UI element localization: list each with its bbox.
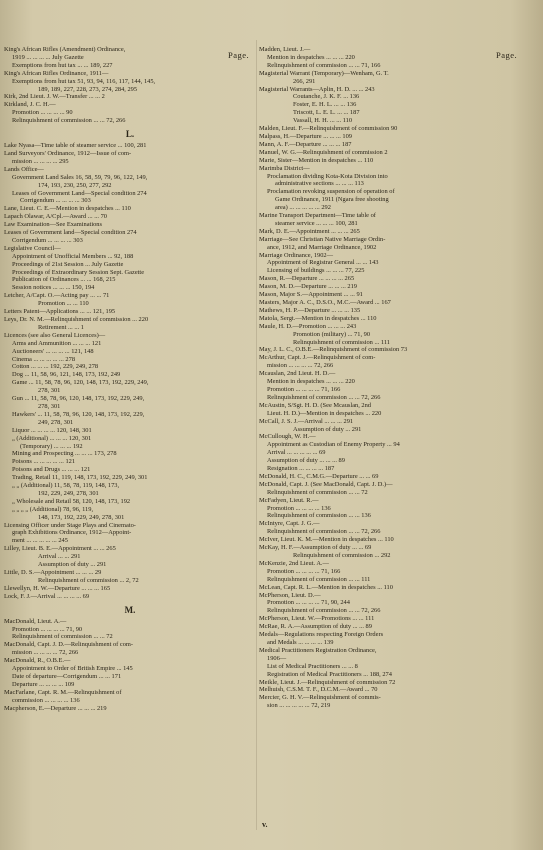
index-entry: Macpherson, E.—Departure ... ... ... 219 [4,704,107,712]
index-entry: Resignation ... ... ... ... 187 [267,465,335,473]
index-entry: Arms and Ammunition ... ... ... 121 [12,339,102,347]
index-entry: Mann, A. F.—Departure ... ... ... 187 [259,140,352,148]
index-entry: ance, 1912, and Marriage Ordinance, 1902 [267,243,377,251]
index-entry: Departure ... ... ... ... 109 [12,680,75,688]
index-entry: Manuel, W. G.—Relinquishment of commission 2 [259,148,388,156]
index-entry: Vassall, H. H. ... ... 110 [293,117,353,125]
index-entry: Mason, Major S.—Appointment ... ... 91 [259,291,363,299]
index-entry: Game Ordinance, 1911 (Ngara free shooting [275,196,389,204]
index-entry: Relinquishment of commission ... ... 72 [12,633,113,641]
index-entry: Promotion ... ... ... ... 71, 166 [267,567,341,575]
index-entry: Relinquishment of commission ... ... 72, 266 [267,393,381,401]
index-entry: McLean, Capt. R. L.—Mention in despatches ... 110 [259,583,393,591]
index-entry: Relinquishment of commission ... ... 111 [267,575,371,583]
index-entry: McFadyen, Lieut. R.— [259,496,319,504]
index-entry: Kirk, 2nd Lieut. J. W.—Transfer ... ... 2 [4,93,105,101]
index-entry: Proclamation revoking suspension of operation of [267,188,395,196]
index-entry: 249, 278, 301 [38,418,74,426]
index-entry: Relinquishment of commission ... ... 72, 266 [12,117,126,125]
index-entry: Mcauslan, 2nd Lieut. H. D.— [259,370,336,378]
index-entry: Promotion ... ... ... ... 71, 90, 244 [267,599,350,607]
index-entry: Appointment of Registrar General ... ... 143 [267,259,379,267]
index-entry: Auctioneers' ... ... ... ... 121, 148 [12,347,94,355]
page-footer-mark: v. [262,820,268,829]
index-entry: Lilley, Lieut. B. E.—Appointment ... ... 265 [4,545,116,553]
index-entry: Leys, Dr. N. M.—Relinquishment of commission ... 220 [4,316,149,323]
index-entry: MacDonald, Capt. J. D.—Relinquishment of com- [4,641,134,649]
index-entry: ment ... ... ... ... ... 245 [12,537,68,545]
index-entry: Assumption of duty ... 291 [293,425,362,433]
index-entry: Relinquishment of commission ... 111 [293,338,390,346]
index-entry: Meikle, Lieut. J.—Relinquishment of commission 72 [259,678,396,686]
index-entry: 1906— [267,654,287,662]
index-entry: Land Surveyors' Ordinance, 1912—Issue of com- [4,149,132,157]
index-entry: Relinquishment of commission ... ... 72, 266 [267,528,381,536]
index-entry: McRae, R. A.—Assumption of duty ... ... 89 [259,623,372,631]
index-entry: Mark, D. E.—Appointment ... ... ... 265 [259,227,360,235]
index-entry: McArthur, Capt. J.—Relinquishment of com- [259,354,376,362]
index-entry: Mathews, H. P.—Departure ... ... ... 135 [259,306,361,314]
index-entry: Triscott, L. E. L. ... ... 187 [293,109,360,117]
index-entry: (Temporary) ... ... ... 192 [20,442,83,450]
index-entry: Marine Transport Department—Time table of [259,212,376,220]
index-entry: Assumption of duty ... ... ... 89 [267,457,345,465]
right-index-column [259,46,531,710]
index-entry: Letcher, A/Capt. O.—Acting pay ... ... 71 [4,292,110,300]
index-entry: Lieut. H. D.)—Mention in despatches ... 220 [267,409,382,417]
index-entry: Marimba District— [259,164,310,172]
index-entry: Session notices ... ... ... 150, 194 [12,284,95,292]
index-entry: Cinema ... ... ... ... ... 278 [12,355,76,363]
index-entry: mission ... ... ... ... 72, 266 [12,649,79,657]
index-entry: Promotion ... ... ... ... 90 [12,109,73,117]
index-entry: Corrigendum ... ... ... ... 303 [12,236,83,244]
index-entry: Marie, Sister—Mention in despatches ... 110 [259,156,374,164]
index-entry: Little, D. S.—Appointment ... ... ... 29 [4,569,102,576]
index-entry: Marriage Ordinance, 1902— [259,251,333,259]
index-entry: Malden, Lieut. F.—Relinquishment of commission 90 [259,125,398,133]
index-entry: Coutanche, J. K. F. ... 136 [293,93,360,101]
index-entry: Appointment of Unofficial Members ... 92, 188 [12,252,134,260]
index-entry: Medals—Regulations respecting Foreign Orders [259,631,384,639]
index-entry: Game ... 11, 58, 78, 96, 120, 148, 173, 192, 229, 249, [12,379,149,387]
index-entry: area) ... ... ... ... ... 292 [275,204,331,212]
column-divider [256,40,257,830]
index-entry: Trading, Retail 11, 119, 148, 173, 192, 229, 249, 301 [12,474,148,482]
index-entry: Liquor ... ... ... ... 120, 148, 301 [12,426,92,434]
index-entry: McIntyre, Capt. J. G.— [259,520,320,528]
index-entry: List of Medical Practitioners ... ... 8 [267,662,358,670]
index-entry: graph Exhibitions Ordinance, 1912—Appoint- [12,529,132,537]
index-entry: Llewellyn, H. W.—Departure ... ... ... 165 [4,584,111,592]
index-entry: McCullough, W. H.— [259,433,316,441]
index-entry: Corrigendum ... ... ... ... 303 [20,197,91,205]
index-entry: Gun ... 11, 58, 78, 96, 120, 148, 173, 192, 229, 249, [12,395,145,403]
index-entry: sion ... ... ... ... ... 72, 219 [267,702,331,710]
index-entry: 148, 173, 192, 229, 249, 278, 301 [38,513,125,521]
index-entry: Law Examination—See Examinations [4,221,102,229]
index-entry: Melhuish, C.S.M. T. F., D.C.M.—Award ... 70 [259,686,378,694]
index-entry: Promotion ... ... ... ... 71, 90 [12,625,83,633]
index-entry: 278, 301 [38,387,61,395]
index-entry: Poisons and Drugs ... ... ... 121 [12,466,91,474]
index-entry: Exemptions from hut tax ... ... 189, 227 [12,61,113,69]
index-entry: „ Wholesale and Retail 58, 120, 148, 173, 192 [12,497,131,505]
index-entry: 192, 229, 249, 278, 301 [38,489,99,497]
index-entry: Mining and Prospecting ... ... ... 173, 278 [12,450,117,458]
index-entry: Proclamation dividing Kota-Kota Division into [267,172,388,180]
index-entry: McKay, H. F.—Assumption of duty ... ... 69 [259,544,372,552]
index-entry: Lock, F. J.—Arrival ... ... ... ... 69 [4,592,90,600]
index-entry: Appointment as Custodian of Enemy Property ... 94 [267,441,400,449]
index-entry: commission ... ... ... ... 136 [12,696,80,704]
index-entry: Promotion ... ... 110 [38,300,89,308]
index-entry: Medical Practitioners Registration Ordinance, [259,646,377,654]
index-entry: McAustin, S/Sgt. H. D. (See Mcauslan, 2nd [259,401,372,409]
index-entry: MacDonald, R., O.B.E.— [4,657,71,665]
index-entry: McCall, J. S. J.—Arrival ... ... ... 291 [259,417,354,425]
index-entry: Assumption of duty ... 291 [38,561,107,569]
index-entry: Relinquishment of commission ... ... 71, 166 [267,61,381,69]
index-entry: Date of departure—Corrigendum ... ... 171 [12,672,122,680]
index-entry: Proceedings of Extraordinary Session Sept. Gazette [12,268,145,276]
index-entry: Licences (see also General Licences)— [4,331,106,339]
index-entry: Relinquishment of commission ... ... 72, 266 [267,607,381,615]
index-entry: May, J. L. C., O.B.E.—Relinquishment of commission 73 [259,346,408,354]
index-entry: Relinquishment of commission ... 292 [293,552,391,559]
index-entry: McDonald, Capt. J. (See MacDonald, Capt. J. D.)— [259,480,393,488]
index-entry: McPherson, Lieut. W.—Promotions ... ... 111 [259,615,375,623]
index-entry: „ „ „ „ (Additional) 78, 96, 119, [12,505,94,513]
index-entry: Leases of Government Land—Special condition 274 [12,189,147,197]
index-entry: King's African Rifles Ordinance, 1911— [4,69,109,77]
index-entry: Mason, M. D.—Departure ... ... ... 219 [259,283,357,291]
index-entry: Publication of Ordinances ... ... 168, 215 [12,276,116,284]
index-entry: Dog ... 11, 58, 96, 121, 148, 173, 192, 249 [12,371,121,379]
index-entry: Relinquishment of commission ... ... 72 [267,488,368,496]
index-entry: Hawkers' ... 11, 58, 78, 96, 120, 148, 173, 192, 229, [12,410,145,418]
index-entry: Arrival ... ... ... ... ... 69 [267,449,326,457]
index-entry: Relinquishment of commission ... ... 136 [267,512,371,520]
index-entry: Lapach Olawar, A/Cpl.—Award ... ... 70 [4,213,107,221]
index-entry: McPherson, Lieut. D.— [259,591,321,599]
index-entry: Retirement ... ... 1 [38,323,84,331]
index-entry: McKenzie, 2nd Lieut. A.— [259,559,329,567]
index-entry: 174, 193, 230, 250, 277, 292 [38,181,112,189]
index-entry: MacFarlane, Capt. R. M.—Relinquishment of [4,688,122,696]
index-entry: „ (Additional) ... ... ... 120, 301 [12,434,92,442]
index-entry: Lands Office— [4,165,44,173]
index-entry: Lane, Lieut. C. E.—Mention in despatches ... 110 [4,205,131,213]
index-entry: Leases of Government land—Special condition 274 [4,229,137,237]
index-entry: steamer service ... ... ... 100, 281 [275,219,358,227]
index-entry: Poisons ... ... ... ... ... 121 [12,458,76,466]
index-entry: Magisterial Warrant (Temporary)—Wenham, G. T. [259,69,389,77]
index-entry: Magisterial Warrants—Aplin, H. D. ... ... 243 [259,85,375,93]
index-entry: Relinquishment of commission ... 2, 72 [38,576,139,584]
index-entry: Marriage—See Christian Native Marriage Ordin- [259,235,386,243]
index-entry: Mention in despatches ... ... ... 220 [267,378,355,386]
index-entry: Appointment to Order of British Empire ... 145 [12,665,133,673]
index-entry: „ „ (Additional) 11, 58, 78, 119, 148, 173, [12,482,120,490]
index-entry: MacDonald, Lieut. A.— [4,617,67,625]
index-entry: Malpass, H.—Departure ... ... ... 109 [259,132,353,140]
index-entry: Promotion ... ... ... ... 71, 166 [267,385,341,393]
section-heading: L. [125,129,135,140]
index-entry: Madden, Lieut. J.— [259,46,311,53]
index-entry: Mason, R.—Departure ... ... ... ... 265 [259,275,355,283]
index-entry: 266, 291 [293,77,316,85]
index-entry: Licensing of buildings ... ... ... 77, 225 [267,267,365,275]
index-entry: Letters Patent—Applications ... ... 121, 195 [4,308,116,316]
index-entry: McIver, Lieut. K. M.—Mention in despatches ... 110 [259,536,394,544]
index-entry: Kirkland, J. C. H.— [4,101,56,109]
index-entry: 1919 ... ... ... ... July Gazette [12,53,84,61]
index-entry: Cotton ... ... ... 192, 229, 249, 278 [12,363,99,371]
index-entry: Foster, E. H. L. ... ... 136 [293,101,357,109]
index-entry: Arrival ... ... 291 [38,553,81,561]
section-heading: M. [124,604,136,615]
left-index-column [4,46,256,713]
index-entry: Proceedings of 21st Session ... July Gazette [12,260,124,268]
index-entry: Registration of Medical Practitioners ... 188, 274 [267,670,392,678]
index-entry: Legislative Council— [4,244,61,252]
index-entry: Maule, H. D.—Promotion ... ... ... 243 [259,322,357,330]
index-entry: Masters, Major A. C., D.S.O., M.C.—Award ... 167 [259,299,391,306]
index-entry: King's African Rifles (Amendment) Ordinance, [4,46,126,53]
index-entry: and Medals ... ... ... ... 139 [267,638,334,646]
index-entry: Exemptions from hut tax 51, 93, 94, 116, 117, 144, 145, [12,77,156,85]
index-entry: administrative sections ... ... ... 113 [275,180,364,188]
index-entry: 278, 301 [38,402,61,410]
index-entry: Licensing Officer under Stage Plays and Cinemato- [4,521,136,529]
right-page-label: Page. [496,50,518,60]
index-entry: mission ... ... ... ... 72, 266 [267,362,334,370]
index-entry: McDonald, H. C., C.M.G.—Departure ... ... 69 [259,472,379,480]
index-entry: Government Land Sales 16, 58, 59, 79, 96, 122, 149, [12,173,148,181]
index-entry: Promotion ... ... ... ... 136 [267,504,331,512]
left-page-label: Page. [228,50,250,60]
index-entry: Matola, Sergt.—Mention in despatches ... 110 [259,314,377,322]
index-entry: Lake Nyasa—Time table of steamer service ... 100, 281 [4,142,147,150]
index-entry: Promotion (military) ... 71, 90 [293,330,371,338]
index-entry: 189, 189, 227, 228, 273, 274, 284, 295 [38,85,138,93]
index-entry: Mercier, G. H. V.—Relinquishment of commis- [259,694,381,702]
index-entry: mission ... ... ... ... 295 [12,157,69,165]
index-entry: Mention in despatches ... ... ... 220 [267,53,355,61]
